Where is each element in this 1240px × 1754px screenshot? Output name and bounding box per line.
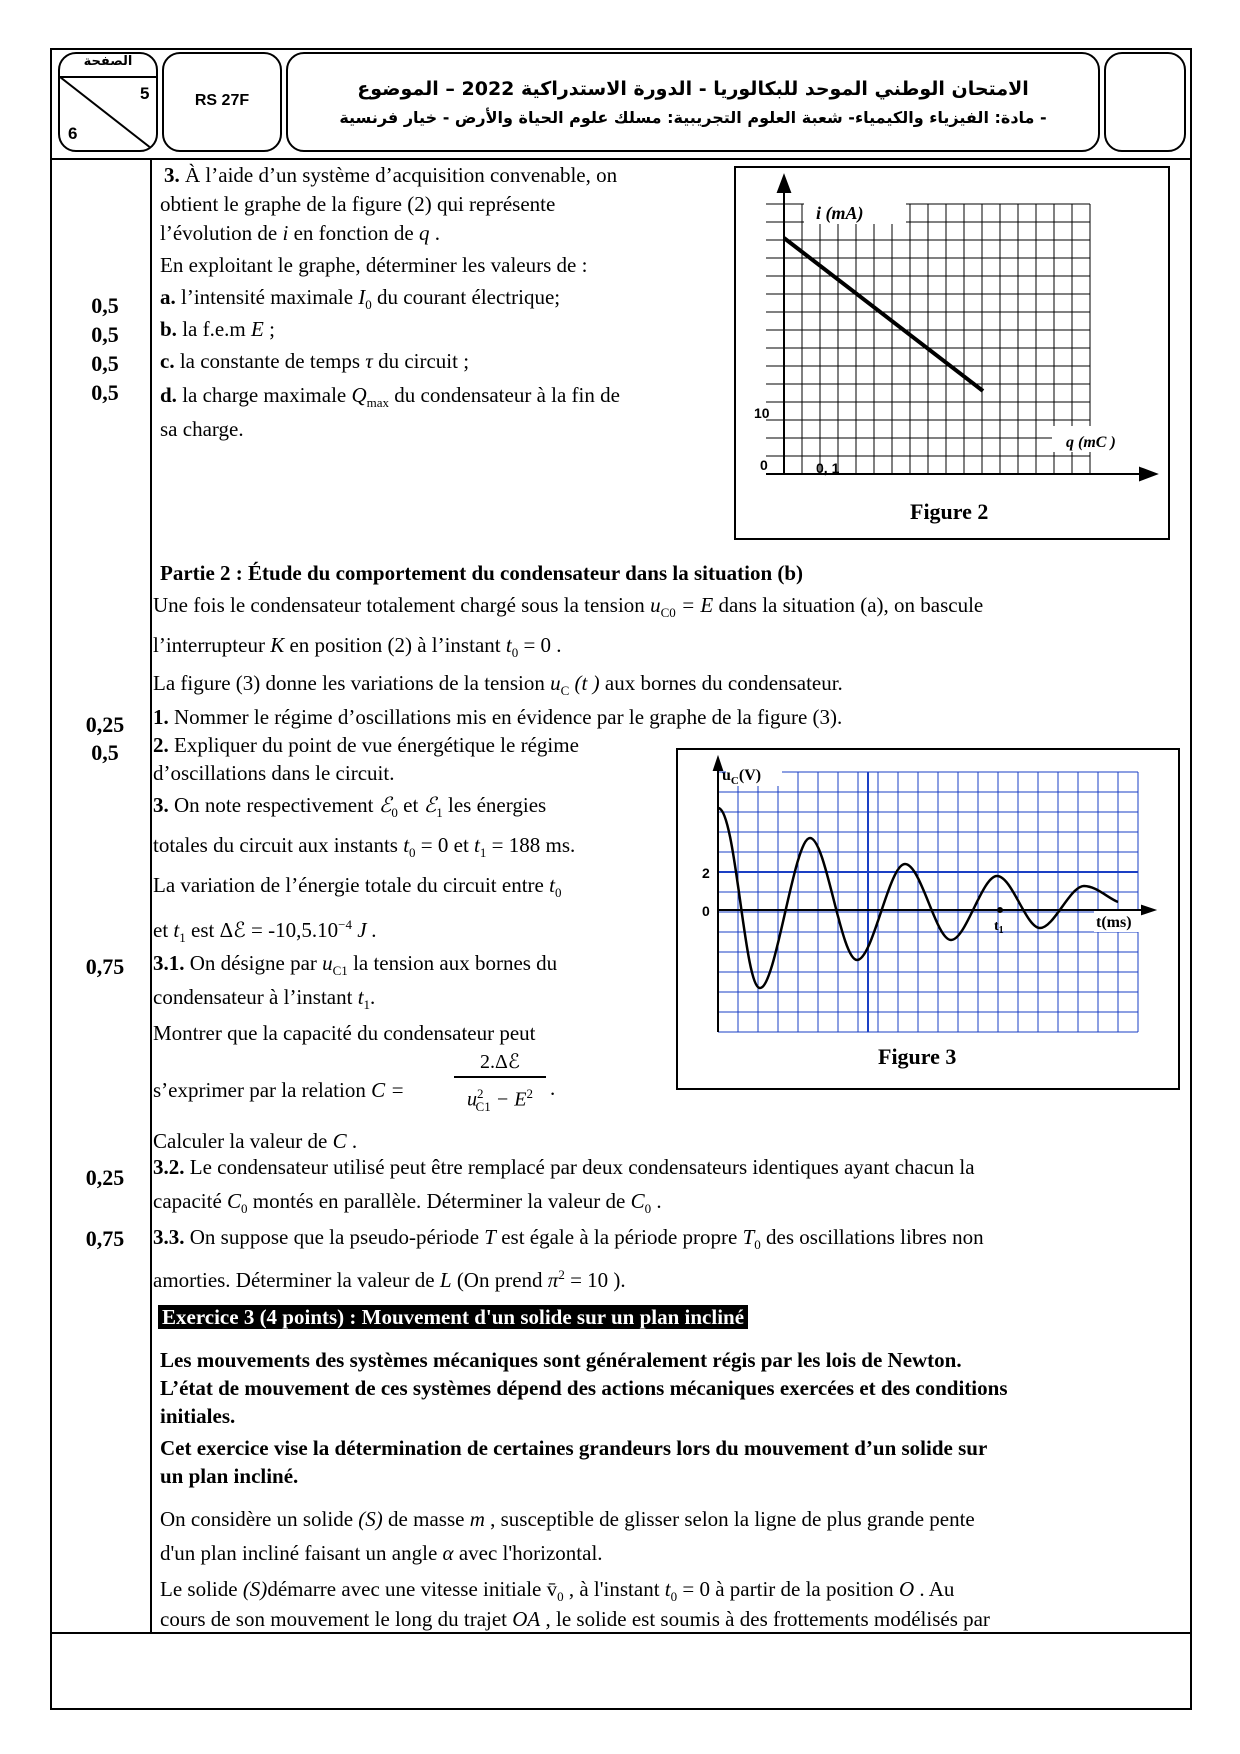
exam-title-line1: الامتحان الوطني الموحد للبكالوريا - الدورة الاستدراكية 2022 – الموضوع bbox=[357, 78, 1029, 100]
points-p2-q33: 0,75 bbox=[85, 1226, 125, 1251]
partie2-line1: Une fois le condensateur totalement chargé sous la tension $u_{C0} = E$ dans la situation (a), on bascule bbox=[153, 593, 984, 621]
points-q3b: 0,5 bbox=[91, 322, 119, 347]
partie2-q33: 3.3. On suppose que la pseudo-période T est égale à la période propre $T_0$ des oscillations libres non bbox=[153, 1225, 984, 1253]
figure3-origin: 0 bbox=[702, 903, 710, 919]
points-p2-q31: 0,75 bbox=[85, 954, 125, 979]
exam-title-line2: - مادة: الفيزياء والكيمياء- شعبة العلوم التجريبية: مسلك علوم الحياة والأرض - خيار فرنسية bbox=[339, 108, 1047, 127]
q3-item-d: d. la charge maximale $Q_{max}$ du condensateur à la fin de bbox=[160, 383, 620, 411]
page-total: 6 bbox=[68, 124, 78, 143]
partie2-q31-line2: condensateur à l’instant $t_1$. bbox=[153, 985, 376, 1013]
figure2-grid bbox=[766, 204, 1090, 474]
points-p2-q32: 0,25 bbox=[85, 1165, 125, 1190]
exercice3-p2: d'un plan incliné faisant un angle α avec l'horizontal. bbox=[160, 1541, 603, 1565]
exercice3-p1: On considère un solide (S) de masse m , susceptible de glisser selon la ligne de plus grande pente bbox=[160, 1507, 975, 1531]
page-current: 5 bbox=[140, 84, 150, 103]
formula-denominator: $u^2_{C1} - E^2$ bbox=[467, 1086, 533, 1114]
figure2-box bbox=[734, 166, 1170, 540]
q3-item-b: b. la f.e.m E ; bbox=[160, 317, 275, 341]
partie2-q31-formula-line: s’exprimer par la relation C = bbox=[153, 1078, 405, 1102]
exercice3-p3: Le solide (S)démarre avec une vitesse initiale $v̄_0$ , à l'instant $t_0 = 0$ à partir de la position O . Au bbox=[160, 1577, 955, 1605]
title-box bbox=[286, 52, 1100, 152]
points-column-line bbox=[150, 160, 152, 1632]
q3-line4: En exploitant le graphe, déterminer les valeurs de : bbox=[160, 253, 588, 277]
exercice3-intro5: un plan incliné. bbox=[160, 1464, 299, 1488]
figure3-t1-marker bbox=[997, 907, 1003, 913]
q3-line2: obtient le graphe de la figure (2) qui représente bbox=[160, 192, 556, 216]
q3-item-d-line2: sa charge. bbox=[160, 417, 244, 441]
partie2-q32: 3.2. Le condensateur utilisé peut être remplacé par deux condensateurs identiques ayant chacun la bbox=[153, 1155, 975, 1179]
figure3-graph bbox=[678, 750, 1178, 1088]
points-q3c: 0,5 bbox=[91, 351, 119, 376]
figure2-graph bbox=[736, 168, 1168, 538]
figure2-ytick: 10 bbox=[754, 405, 770, 421]
figure3-box bbox=[676, 748, 1180, 1090]
partie2-q2: 2. Expliquer du point de vue énergétique le régime bbox=[153, 733, 579, 757]
blank-box bbox=[1104, 52, 1186, 152]
formula-end-dot: . bbox=[550, 1076, 556, 1100]
partie2-line2: l’interrupteur K en position (2) à l’instant $t_0 = 0$ . bbox=[153, 633, 562, 661]
figure3-t1-label: $t_1$ bbox=[994, 919, 1004, 936]
q3-item-c: c. la constante de temps τ du circuit ; bbox=[160, 349, 470, 373]
partie2-q3-line3: La variation de l’énergie totale du circuit entre $t_0$ bbox=[153, 873, 562, 901]
partie2-title: Partie 2 : Étude du comportement du condensateur dans la situation (b) bbox=[160, 561, 804, 585]
partie2-q33-line2: amorties. Déterminer la valeur de L (On prend $\pi^2 = 10$ ). bbox=[153, 1267, 626, 1292]
exercice3-title: Exercice 3 (4 points) : Mouvement d'un solide sur un plan incliné bbox=[158, 1302, 748, 1332]
figure2-ylabel: i (mA) bbox=[816, 203, 864, 223]
points-q3d: 0,5 bbox=[91, 380, 119, 405]
exercice3-intro2: L’état de mouvement de ces systèmes dépend des actions mécaniques exercées et des conditions bbox=[160, 1376, 1008, 1400]
q3-line3: l’évolution de i en fonction de q . bbox=[160, 221, 440, 245]
formula-numerator: 2.Δℰ bbox=[480, 1051, 520, 1073]
partie2-q2-line2: d’oscillations dans le circuit. bbox=[153, 761, 395, 785]
figure3-axes bbox=[714, 758, 1154, 1032]
partie2-q3-line4: et $t_1$ est Δℰ = $-10,5.10^{-4}$ J . bbox=[153, 917, 378, 946]
partie2-q1: 1. Nommer le régime d’oscillations mis en évidence par le graphe de la figure (3). bbox=[153, 705, 843, 729]
partie2-line3: La figure (3) donne les variations de la tension $u_C$ (t ) aux bornes du condensateur. bbox=[153, 671, 843, 699]
partie2-q31-calc: Calculer la valeur de C . bbox=[153, 1129, 358, 1153]
q3-item-a: a. l’intensité maximale $I_0$ du courant électrique; bbox=[160, 285, 561, 313]
points-p2-q1: 0,25 bbox=[85, 712, 125, 737]
q3-line1: 3. À l’aide d’un système d’acquisition convenable, on bbox=[164, 163, 618, 187]
exam-code: RS 27F bbox=[194, 92, 250, 109]
exercice3-intro1: Les mouvements des systèmes mécaniques sont généralement régis par les lois de Newton. bbox=[160, 1348, 962, 1372]
formula-fraction bbox=[454, 1048, 546, 1114]
figure2-caption: Figure 2 bbox=[910, 499, 989, 524]
points-q3a: 0,5 bbox=[91, 293, 119, 318]
figure3-xlabel: t(ms) bbox=[1096, 914, 1132, 931]
partie2-q3-line2: totales du circuit aux instants $t_0 = 0$ et $t_1 = 188$ ms. bbox=[153, 833, 576, 861]
page-number-box bbox=[58, 52, 158, 152]
figure3-ytick: 2 bbox=[702, 865, 710, 881]
exercice3-intro3: initiales. bbox=[160, 1404, 236, 1428]
figure2-origin: 0 bbox=[760, 457, 768, 473]
figure2-xlabel: q (mC ) bbox=[1066, 434, 1116, 451]
page-label: الصفحة bbox=[83, 54, 133, 69]
code-box bbox=[162, 52, 282, 152]
exercice3-intro4: Cet exercice vise la détermination de certaines grandeurs lors du mouvement d’un solide sur bbox=[160, 1436, 988, 1460]
figure3-ylabel: $u_C(V)$ bbox=[722, 767, 762, 787]
partie2-q3: 3. On note respectivement ℰ$_0$ et ℰ$_1$ les énergies bbox=[153, 793, 547, 821]
partie2-q31-line3: Montrer que la capacité du condensateur peut bbox=[153, 1021, 536, 1045]
exercice3-p4: cours de son mouvement le long du trajet OA , le solide est soumis à des frottements modélisés par bbox=[160, 1607, 990, 1631]
figure2-data-line bbox=[784, 238, 983, 391]
partie2-q32-line2: capacité $C_0$ montés en parallèle. Déterminer la valeur de $C_0$ . bbox=[153, 1189, 662, 1217]
partie2-q31: 3.1. On désigne par $u_{C1}$ la tension aux bornes du bbox=[153, 951, 558, 979]
figure3-caption: Figure 3 bbox=[878, 1044, 957, 1069]
figure2-xtick: 0, 1 bbox=[816, 460, 840, 476]
points-p2-q2: 0,5 bbox=[91, 740, 119, 765]
